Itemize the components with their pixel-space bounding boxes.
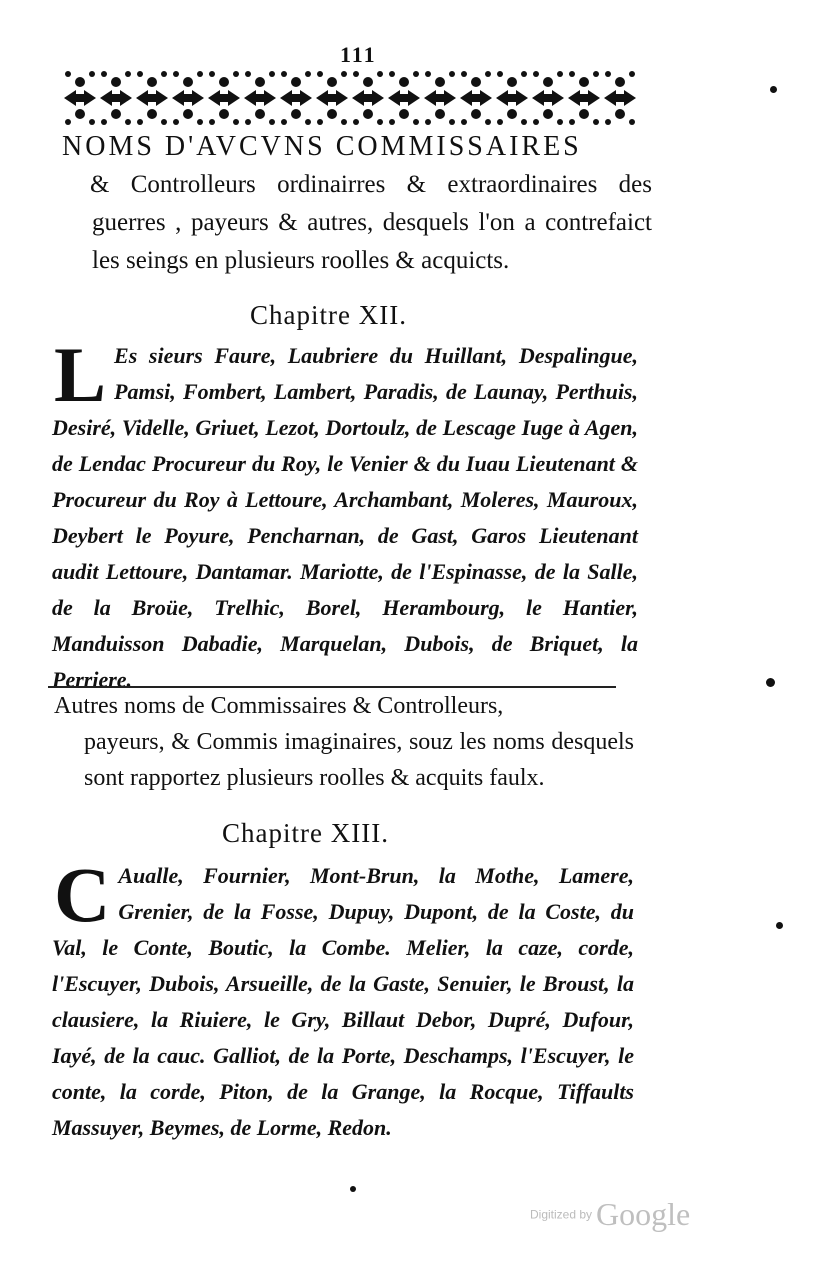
chapter-13-text — [52, 851, 634, 1146]
heading-rest: & Controlleurs ordinairres & extraordinaires des guerres , payeurs & autres, desquels l'on a contrefaict les seings en plusieurs roolles & acquicts. — [90, 171, 652, 274]
google-logo: Google — [596, 1196, 691, 1232]
ink-speck — [770, 86, 777, 93]
digitized-watermark — [530, 1196, 730, 1236]
chapter-12-dropcap: L — [54, 331, 107, 418]
heading-line-1: NOMS D'AVCVNS COMMISSAIRES — [62, 131, 582, 162]
page-number: 111 — [340, 42, 377, 67]
chapter-13-title: Chapitre XIII. — [222, 818, 389, 848]
section-heading — [62, 128, 652, 280]
sub-heading — [54, 688, 634, 796]
chapter-13-dropcap: C — [54, 851, 111, 938]
decorative-headpiece — [62, 66, 640, 130]
ink-speck — [350, 1186, 356, 1192]
chapter-13-body: Aualle, Fournier, Mont-Brun, la Mothe, Lamere, Grenier, de la Fosse, Dupuy, Dupont, de la Coste, du Val, le Conte, Boutic, la Combe. Melier, la caze, corde, l'Escuyer, Dubois, Arsueille, de la Gaste, Senuier, le Broust, la clausiere, la Riuiere, le Gry, Billaut Debor, Dupré, Dufour, Iayé, de la cauc. Galliot, de la Porte, Deschamps, l'Escuyer, le conte, la corde, Piton, de la Grange, la Rocque, Tiffaults Massuyer, Beymes, de Lorme, Redon. — [52, 863, 634, 1140]
ink-speck — [766, 678, 775, 687]
chapter-12-text — [52, 331, 638, 698]
ink-speck — [776, 922, 783, 929]
chapter-12-title: Chapitre XII. — [250, 300, 407, 330]
subheading-line-1: Autres noms de Commissaires & Controlleurs, — [54, 693, 504, 719]
chapter-12-body: Es sieurs Faure, Laubriere du Huillant, Despalingue, Pamsi, Fombert, Lambert, Paradis, de Launay, Perthuis, Desiré, Videlle, Griuet, Lezot, Dortoulz, de Lescage Iuge à Agen, de Lendac Procureur du Roy, le Venier & du Iuau Lieutenant & Procureur du Roy à Lettoure, Archambant, Moleres, Mauroux, Deybert le Poyure, Pencharnan, de Gast, Garos Lieutenant audit Lettoure, Dantamar. Mariotte, de l'Espinasse, de la Salle, de la Broüe, Trelhic, Borel, Herambourg, le Hantier, Manduisson Dabadie, Marquelan, Dubois, de Briquet, la Perriere. — [52, 343, 638, 692]
watermark-prefix: Digitized by — [530, 1207, 593, 1222]
subheading-rest: payeurs, & Commis imaginaires, souz les noms desquels sont rapportez plusieurs roolles & acquits faulx. — [84, 729, 634, 791]
